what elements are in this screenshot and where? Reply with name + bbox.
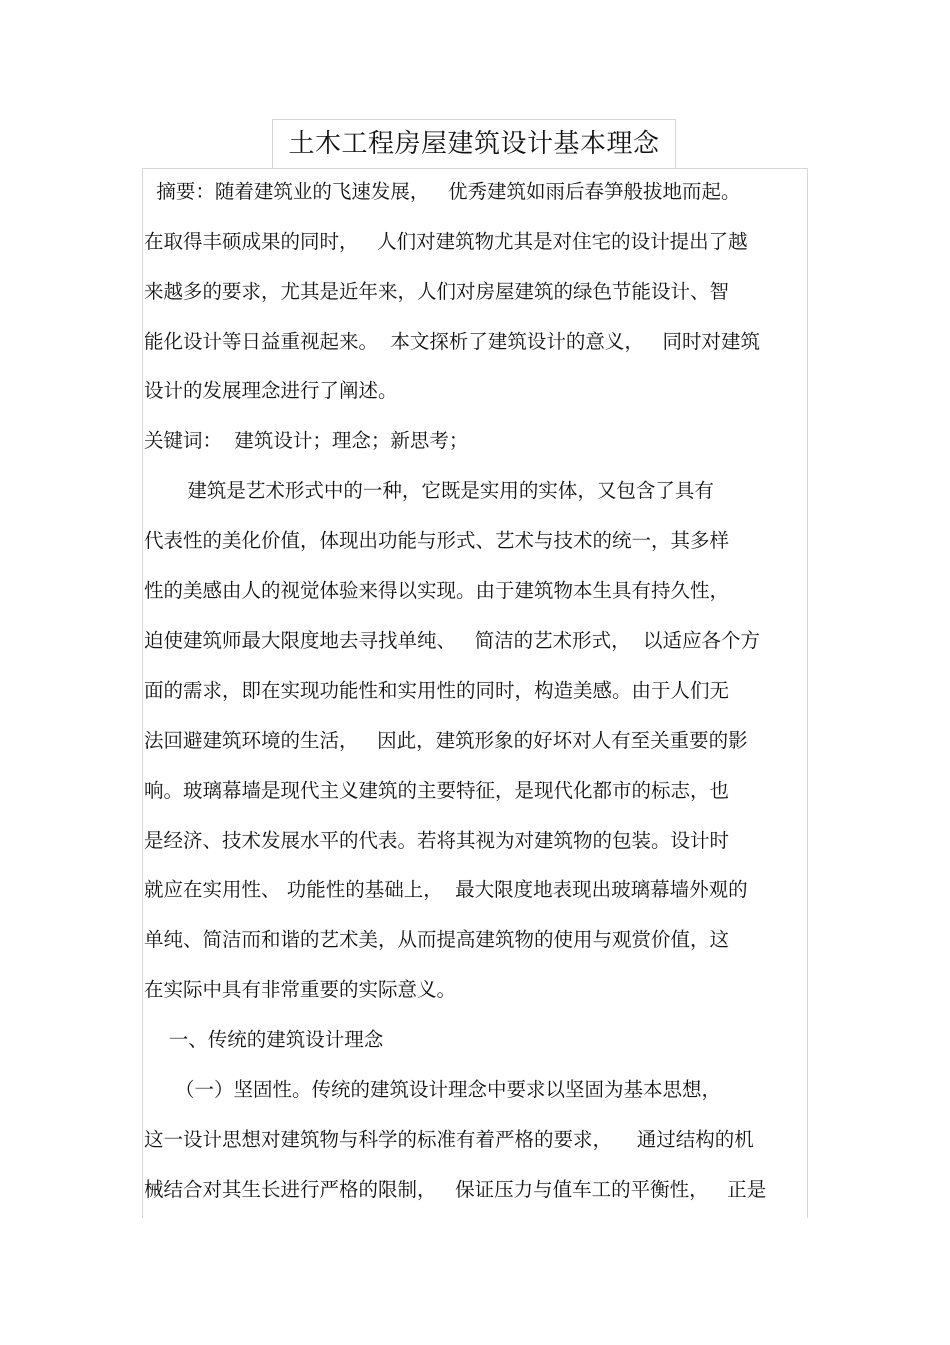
text-line: 这一设计思想对建筑物与科学的标准有着严格的要求， 通过结构的机 xyxy=(144,1128,754,1151)
text-line: 响。玻璃幕墙是现代主义建筑的主要特征，是现代化都市的标志，也 xyxy=(144,779,730,802)
text-line: （一）坚固性。传统的建筑设计理念中要求以坚固为基本思想， xyxy=(144,1078,721,1101)
text-line: 在实际中具有非常重要的实际意义。 xyxy=(144,978,457,1001)
text-line: 能化设计等日益重视起来。 本文探析了建筑设计的意义， 同时对建筑 xyxy=(144,330,760,353)
section-heading: 一、传统的建筑设计理念 xyxy=(144,1028,384,1051)
text-line: 代表性的美化价值，体现出功能与形式、艺术与技术的统一，其多样 xyxy=(144,529,730,552)
keywords-line: 关键词： 建筑设计；理念；新思考； xyxy=(144,429,469,452)
text-line: 就应在实用性、 功能性的基础上， 最大限度地表现出玻璃幕墙外观的 xyxy=(144,878,748,901)
text-line: 单纯、简洁而和谐的艺术美，从而提高建筑物的使用与观赏价值，这 xyxy=(144,928,730,951)
document-title: 土木工程房屋建筑设计基本理念 xyxy=(288,129,660,159)
text-line: 摘要：随着建筑业的飞速发展， 优秀建筑如雨后春笋般拔地而起。 xyxy=(144,180,741,203)
text-line: 设计的发展理念进行了阐述。 xyxy=(144,379,398,402)
text-line: 法回避建筑环境的生活， 因此，建筑形象的好坏对人有至关重要的影 xyxy=(144,729,748,752)
text-line: 是经济、技术发展水平的代表。若将其视为对建筑物的包装。设计时 xyxy=(144,829,730,852)
text-line: 在取得丰硕成果的同时， 人们对建筑物尤其是对住宅的设计提出了越 xyxy=(144,230,748,253)
text-line: 来越多的要求，尤其是近年来，人们对房屋建筑的绿色节能设计、智 xyxy=(144,280,730,303)
text-line: 面的需求，即在实现功能性和实用性的同时，构造美感。由于人们无 xyxy=(144,679,730,702)
text-line: 性的美感由人的视觉体验来得以实现。由于建筑物本生具有持久性， xyxy=(144,579,730,602)
text-line: 械结合对其生长进行严格的限制， 保证压力与值车工的平衡性， 正是 xyxy=(144,1178,767,1201)
text-line: 迫使建筑师最大限度地去寻找单纯、 简洁的艺术形式， 以适应各个方 xyxy=(144,629,760,652)
title-frame xyxy=(272,119,676,169)
text-line: 建筑是艺术形式中的一种，它既是实用的实体，又包含了具有 xyxy=(144,479,714,502)
